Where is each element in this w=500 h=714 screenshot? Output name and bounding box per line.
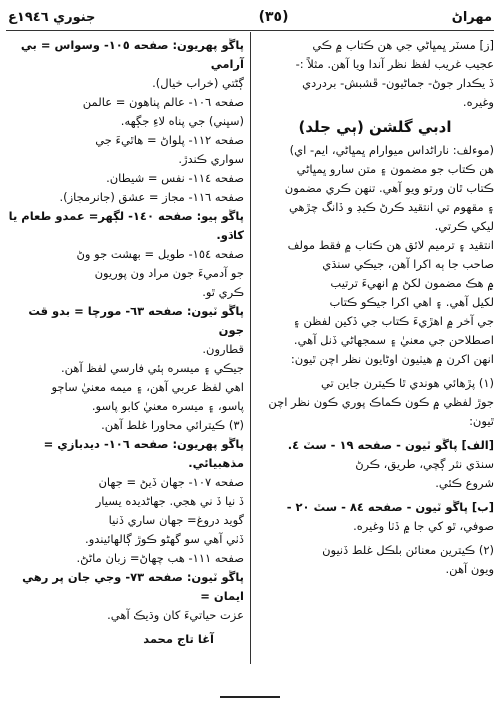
text-line: ڏ يڪدار جوڻ- جماڻيون- ڦشبش- بردردي (302, 76, 494, 90)
page-number: (٣٥) (258, 9, 289, 25)
text-line: پاڱو ٽيون: صفحه ٧٣- وجي جان پر رهي ايمان = (22, 570, 244, 603)
journal-name: مهراڻ (451, 9, 492, 25)
text-line: ڏ نيا ڏ ني هجي. جهاڻديده يسيار (95, 494, 244, 508)
review-paragraph (256, 141, 494, 369)
text-line: صوفي، ٿو کي جا ۾ ڏٺا وغيره. (353, 519, 494, 533)
section-title: ادبي گلشن (ٻي جلد) (298, 118, 452, 136)
text-line: جو آدميءَ جون مراد ون پوريون (94, 266, 244, 280)
intro-paragraph (256, 36, 494, 112)
text-line: ٿيون: (469, 414, 494, 428)
text-line: هن ڪتاب جو مضمون ۽ متن سارو ڀمڀاڻي (296, 162, 494, 176)
text-line: صفحه ١٠٦- عالم پناهون = عالمن (82, 95, 244, 109)
text-line: (٢) ڪيترين معنائن بلڪل غلط ڏنيون (322, 543, 494, 557)
text-line: انهن اکرن ۾ هيٺيون اوڻايون نظر اچن ٿيون: (290, 352, 494, 366)
text-line: جوڙ لفظي ۾ ڪون ڪماڪ پوري ڪون نظر اچن (268, 395, 494, 409)
left-column (6, 36, 244, 649)
text-line: سواري ڪندڙ. (178, 152, 244, 166)
text-line: اصطلاحن جي معنيٰ ۽ سمجهاڻي ڏنل آهي. (293, 333, 494, 347)
text-line: صفحه ١١٤- نفس = شيطان. (106, 171, 244, 185)
text-line: صاحب جا ٻه اکرا آهن، جيڪي سنڌي (322, 257, 494, 271)
text-line: عجيب غريب لفظ نظر آندا ويا آهن. مثلاً :- (295, 57, 494, 71)
text-line: [ز] مسٽر ڀمڀاڻي جي هن ڪتاب ۾ ڪي (312, 38, 494, 52)
text-line: صفحه ١١١- هب چهاڻ= زبان ماڻڻ. (76, 551, 244, 565)
text-line: ڏٺي آهي سو گهڻو ڪوڙ ڳالهائيندو. (85, 532, 244, 546)
page-header (8, 4, 492, 30)
text-line: انتقيد ۽ ترميم لائق هن ڪتاب ۾ فقط مولف (287, 238, 494, 252)
text-line: لکيل آهي. ۽ اهي اکرا جيڪو ڪتاب (329, 295, 494, 309)
right-column (256, 36, 494, 584)
text-line: [ب] پاڱو ٽيون - صفحه ٨٤ - سٽ ٢٠ - (286, 500, 494, 514)
text-line: صفحه ١٠٧- جهان ڏيڻ = جهان (98, 475, 244, 489)
text-line: قطارون. (202, 342, 244, 356)
text-line: ڪتاب ٿان ورتو ويو آهي. تنهن ڪري مضمون (284, 181, 494, 195)
corrections-list (6, 36, 244, 625)
text-line: پاڱو ٽيون: صفحه ٦٣- مورچا = بدو قت جون (28, 304, 244, 337)
numbered-point-2 (256, 541, 494, 579)
text-line: پاڱو پهريون: صفحه ١٠٦- ديدبازي = مذهبيائي. (43, 437, 244, 470)
text-line: صفحه ١١٦- مجاز = عشق (جانرمجاز). (59, 190, 244, 204)
sub-point-alif (256, 436, 494, 493)
numbered-point-1 (256, 374, 494, 431)
sub-point-be (256, 498, 494, 536)
text-line: [الف] پاڱو ٽيون - صفحه ١٩ - سٽ ٤. (287, 438, 494, 452)
text-line: جي آخر ۾ اهڙيءَ ڪتاب جي ڏکين لفظن ۽ (293, 314, 494, 328)
text-line: پاسو، ۽ ميسره معنيٰ کابو پاسو. (91, 399, 244, 413)
footer-rule (220, 696, 280, 698)
text-line: (٣) ڪيترائي محاورا غلط آهن. (101, 418, 244, 432)
text-line: شروع ڪئي. (435, 476, 494, 490)
header-rule (6, 30, 494, 31)
column-divider (250, 32, 251, 664)
issue-date: جنوري ١٩٤٦ع (8, 9, 96, 25)
text-line: ليکي ڪرتي. (434, 219, 494, 233)
text-line: (سڀني) جي پناه لاءِ جڳهه. (120, 114, 244, 128)
text-line: ويون آهن. (445, 562, 494, 576)
text-line: ڪري ٿو. (202, 285, 244, 299)
text-line: ۾ هڪ مضمون لکڻ ۾ انهيءَ ترتيب (330, 276, 494, 290)
text-line: عزت حياتيءَ کان وڌيڪ آهي. (107, 608, 244, 622)
text-line: پاڱو ٻيو: صفحه ١٤٠- لڳهر= عمدو طعام يا کاڌو. (8, 209, 244, 242)
text-line: صفحه ١١٢- پلواڻ = هاٿيءَ جي (95, 133, 244, 147)
text-line: (موءلف: ناراڻداس ميوارام ڀمڀاڻي، ايم- اي) (289, 143, 494, 157)
text-line: سنڌي نثر ڳچي، طريق، ڪرڻ (355, 457, 494, 471)
text-line: وغيره. (462, 95, 494, 109)
text-line: صفحه ١٥٤- طويل = بهشت جو وڻ (76, 247, 244, 261)
text-line: اهي لفظ عربي آهن، ۽ ميمه معنيٰ ساڄو (51, 380, 244, 394)
text-line: ڳڻتي (خراب خيال). (152, 76, 244, 90)
text-line: (١) پڙهائي هوندي ٿا ڪيترن جاين تي (320, 376, 494, 390)
text-line: جيڪي ۽ ميسره ٻئي فارسي لفظ آهن. (60, 361, 244, 375)
text-line: ۽ مقهوم تي انتقيد ڪرڻ ڪيڊ و ڏانگ چڙهي (288, 200, 494, 214)
text-line: پاڱو پهريون: صفحه ١٠٥- وسواس = بي آرامي (20, 38, 244, 71)
author-signature: آغا تاج محمد (143, 632, 214, 646)
text-line: گويد دروغ= جهان ساري ڏنيا (108, 513, 244, 527)
